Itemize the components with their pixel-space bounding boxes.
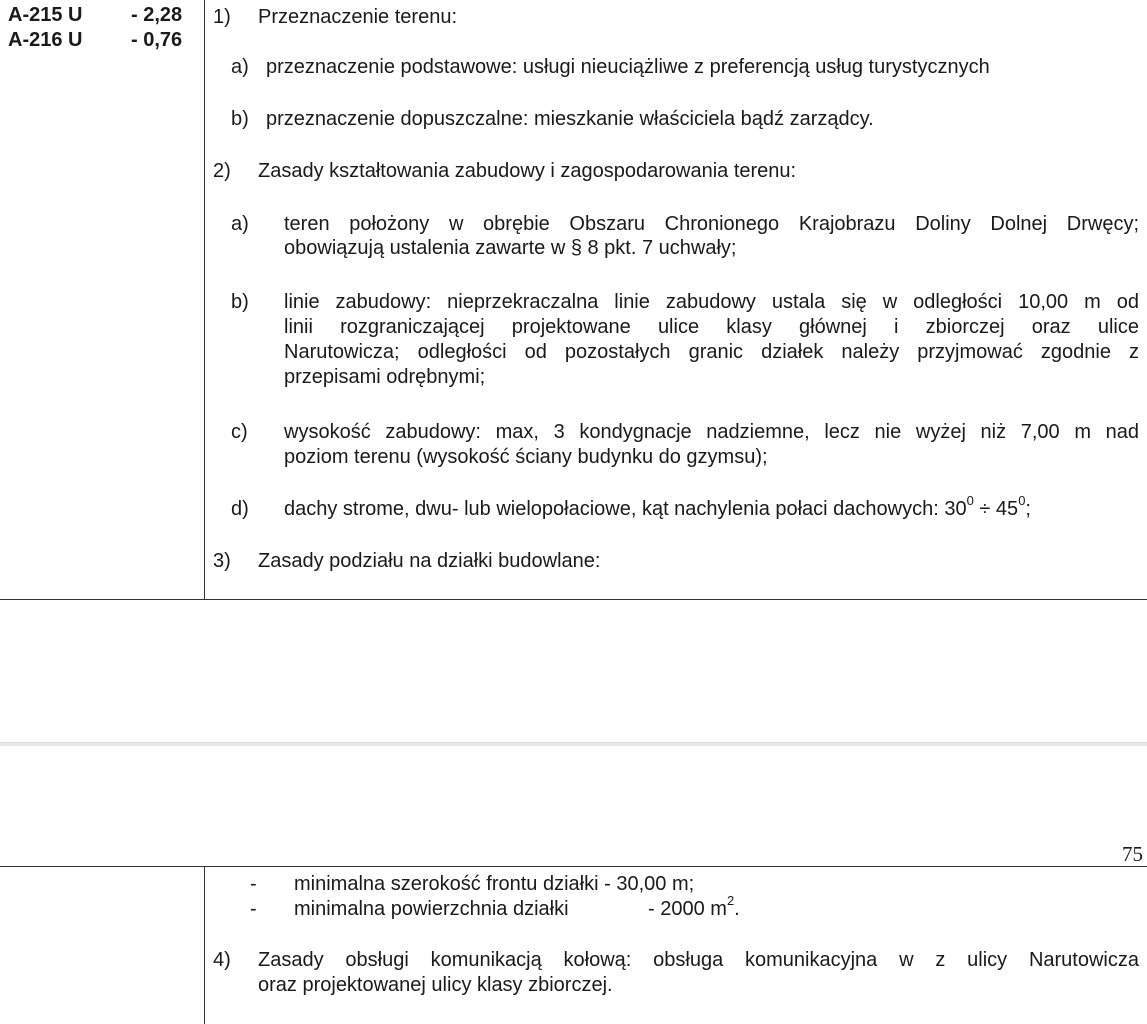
section-title: Zasady kształtowania zabudowy i zagospodarowania terenu: — [258, 160, 797, 182]
item-text-line: obowiązują ustalenia zawarte w § 8 pkt. 7 uchwały; — [284, 237, 737, 259]
degree-sup: 0 — [1018, 493, 1026, 509]
list-item-text: minimalna powierzchnia działki — [294, 898, 569, 920]
section-number: 4) — [213, 949, 231, 971]
area-value: - 2000 m — [648, 898, 727, 920]
page-separator — [0, 742, 1147, 746]
item-marker: d) — [231, 498, 249, 520]
degree-sup: 0 — [966, 493, 974, 509]
list-dash: - — [250, 898, 257, 920]
zone-code: A-215 U — [8, 4, 83, 26]
item-marker: c) — [231, 421, 248, 443]
item-marker: b) — [231, 108, 249, 130]
page-number: 75 — [1122, 842, 1143, 866]
item-text: przeznaczenie dopuszczalne: mieszkanie właściciela bądź zarządcy. — [266, 108, 874, 130]
column-divider — [204, 0, 205, 600]
item-text-line: przepisami odrębnymi; — [284, 366, 486, 388]
item-marker: a) — [231, 213, 249, 235]
roof-text: dachy strome, dwu- lub wielopołaciowe, kąt nachylenia połaci dachowych: 30 — [284, 498, 967, 520]
section-title: Zasady podziału na działki budowlane: — [258, 550, 601, 572]
roof-text: ; — [1025, 498, 1031, 520]
table-top-border — [0, 866, 1147, 867]
item-text-line: linie zabudowy: nieprzekraczalna linie zabudowy ustala się w odległości 10,00 m od — [284, 291, 1139, 313]
section-text-line: oraz projektowanej ulicy klasy zbiorczej. — [258, 974, 613, 996]
list-item-value — [648, 893, 740, 921]
zone-area: - 0,76 — [131, 29, 183, 51]
item-text-line: teren położony w obrębie Obszaru Chronionego Krajobrazu Doliny Dolnej Drwęcy; — [284, 213, 1139, 235]
section-number: 3) — [213, 550, 231, 572]
section-title: Przeznaczenie terenu: — [258, 6, 458, 28]
item-text-line: poziom terenu (wysokość ściany budynku do gzymsu); — [284, 446, 768, 468]
item-marker: a) — [231, 56, 249, 78]
table-bottom-border — [0, 599, 1147, 600]
list-item-text: minimalna szerokość frontu działki - 30,00 m; — [294, 873, 695, 895]
column-divider — [204, 866, 205, 1024]
item-text-line: linii rozgraniczającej projektowane ulice klasy głównej i zbiorczej oraz ulice — [284, 316, 1139, 338]
list-dash: - — [250, 873, 257, 895]
section-number: 1) — [213, 6, 231, 28]
section-text-line: Zasady obsługi komunikacją kołową: obsługa komunikacyjna w z ulicy Narutowicza — [258, 949, 1139, 971]
item-text-line: Narutowicza; odległości od pozostałych granic działek należy przyjmować zgodnie z — [284, 341, 1139, 363]
square-sup: 2 — [726, 893, 735, 909]
section-number: 2) — [213, 160, 231, 182]
zone-code: A-216 U — [8, 29, 83, 51]
item-marker: b) — [231, 291, 249, 313]
area-end: . — [734, 898, 740, 920]
item-text-line: wysokość zabudowy: max, 3 kondygnacje nadziemne, lecz nie wyżej niż 7,00 m nad — [284, 421, 1139, 443]
item-text — [284, 493, 1031, 521]
roof-text: ÷ 45 — [973, 498, 1019, 520]
zone-area: - 2,28 — [131, 4, 183, 26]
item-text: przeznaczenie podstawowe: usługi nieuciążliwe z preferencją usług turystycznych — [266, 56, 990, 78]
